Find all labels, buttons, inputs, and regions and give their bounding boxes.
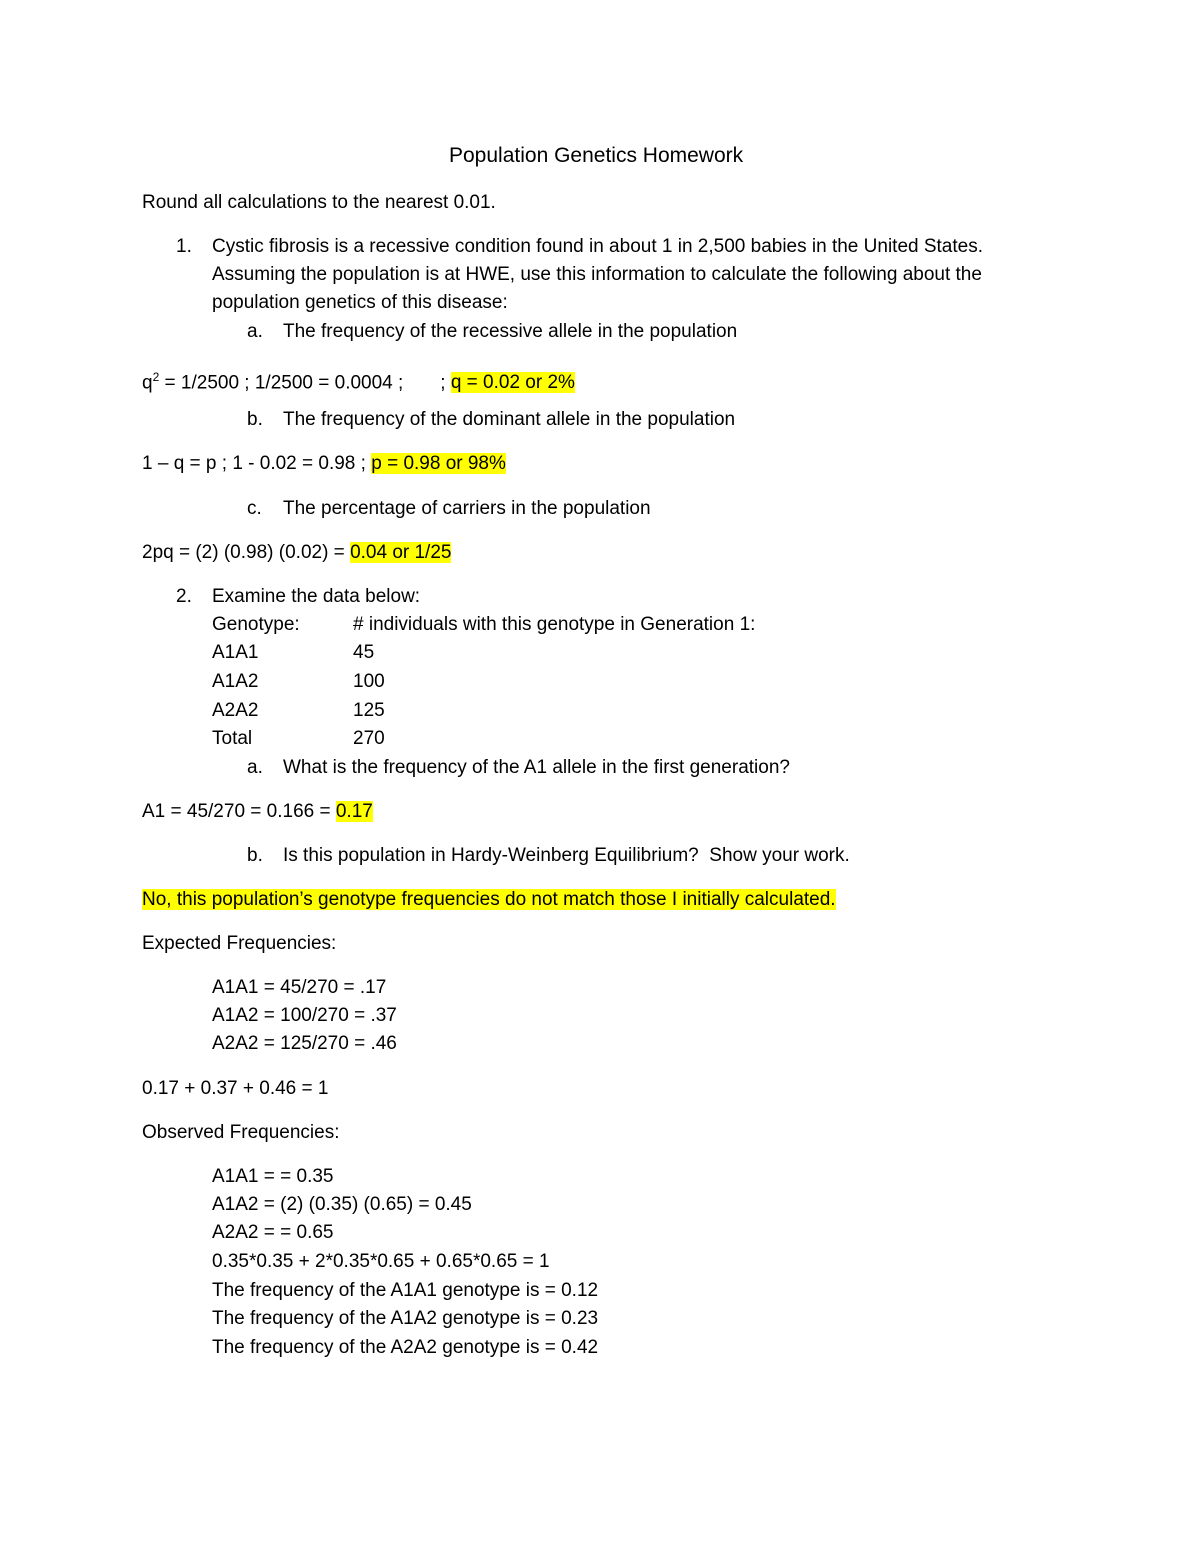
q1-number: 1. xyxy=(176,236,192,257)
q1b-letter: b. xyxy=(247,409,263,430)
expected-line: A2A2 = 125/270 = .46 xyxy=(212,1033,397,1054)
q1-text-line3: population genetics of this disease: xyxy=(212,292,508,313)
q2b-question: Is this population in Hardy-Weinberg Equilibrium? Show your work. xyxy=(283,845,850,866)
table-cell-count: 125 xyxy=(353,700,385,721)
observed-line: The frequency of the A1A2 genotype is = 0.23 xyxy=(212,1308,599,1329)
expected-line: A1A2 = 100/270 = .37 xyxy=(212,1005,397,1026)
observed-line: The frequency of the A1A1 genotype is = 0.12 xyxy=(212,1280,599,1301)
q1c-answer xyxy=(142,542,451,564)
table-cell-genotype: A2A2 xyxy=(212,700,259,721)
q1c-answer-highlight: 0.04 or 1/25 xyxy=(350,542,452,563)
observed-line: A1A1 = = 0.35 xyxy=(212,1166,334,1187)
instruction-text: Round all calculations to the nearest 0.01. xyxy=(142,192,496,213)
q1a-answer-work: = 1/2500 ; 1/2500 = 0.0004 ; ; xyxy=(159,372,451,394)
q2a-answer-work: A1 = 45/270 = 0.166 = xyxy=(142,801,336,822)
table-cell-count: 45 xyxy=(353,642,375,663)
table-cell-count: 270 xyxy=(353,728,385,749)
table-header-count: # individuals with this genotype in Generation 1: xyxy=(353,614,756,635)
q2a-question: What is the frequency of the A1 allele in the first generation? xyxy=(283,757,790,778)
q1b-answer-work: 1 – q = p ; 1 - 0.02 = 0.98 ; xyxy=(142,453,372,474)
q1b-answer xyxy=(142,453,506,475)
observed-label: Observed Frequencies: xyxy=(142,1122,340,1143)
table-cell-count: 100 xyxy=(353,671,385,692)
expected-line: A1A1 = 45/270 = .17 xyxy=(212,977,387,998)
observed-line: The frequency of the A2A2 genotype is = 0.42 xyxy=(212,1337,599,1358)
q2-intro: Examine the data below: xyxy=(212,586,421,607)
q1a-answer xyxy=(142,366,575,394)
q1-text-line2: Assuming the population is at HWE, use this information to calculate the following about the xyxy=(212,264,982,285)
expected-sum: 0.17 + 0.37 + 0.46 = 1 xyxy=(142,1078,329,1099)
q2-number: 2. xyxy=(176,586,192,607)
page-title: Population Genetics Homework xyxy=(449,144,744,167)
table-header-genotype: Genotype: xyxy=(212,614,300,635)
q2b-letter: b. xyxy=(247,845,263,866)
table-cell-genotype: A1A2 xyxy=(212,671,259,692)
q1b-question: The frequency of the dominant allele in the population xyxy=(283,409,736,430)
q1b-answer-highlight: p = 0.98 or 98% xyxy=(371,453,506,474)
q2a-answer-highlight: 0.17 xyxy=(335,801,373,822)
q1a-answer-highlight: q = 0.02 or 2% xyxy=(450,372,575,394)
q1a-answer-q: q xyxy=(142,372,153,394)
expected-label: Expected Frequencies: xyxy=(142,933,337,954)
observed-line: 0.35*0.35 + 2*0.35*0.65 + 0.65*0.65 = 1 xyxy=(212,1251,550,1272)
table-cell-genotype: Total xyxy=(212,728,253,749)
q1a-question: The frequency of the recessive allele in the population xyxy=(283,321,738,342)
q1c-question: The percentage of carriers in the population xyxy=(283,498,651,519)
q2a-letter: a. xyxy=(247,757,263,778)
q1c-letter: c. xyxy=(247,498,262,519)
q1a-letter: a. xyxy=(247,321,263,342)
observed-line: A2A2 = = 0.65 xyxy=(212,1222,334,1243)
q1a-answer-superscript: 2 xyxy=(152,370,160,384)
table-cell-genotype: A1A1 xyxy=(212,642,259,663)
q2b-answer-highlight: No, this population’s genotype frequencies do not match those I initially calculated. xyxy=(142,889,836,910)
observed-line: A1A2 = (2) (0.35) (0.65) = 0.45 xyxy=(212,1194,472,1215)
q2b-answer xyxy=(142,889,836,911)
q2a-answer xyxy=(142,801,373,823)
q1-text-line1: Cystic fibrosis is a recessive condition found in about 1 in 2,500 babies in the United States. xyxy=(212,236,983,257)
q1c-answer-work: 2pq = (2) (0.98) (0.02) = xyxy=(142,542,351,563)
